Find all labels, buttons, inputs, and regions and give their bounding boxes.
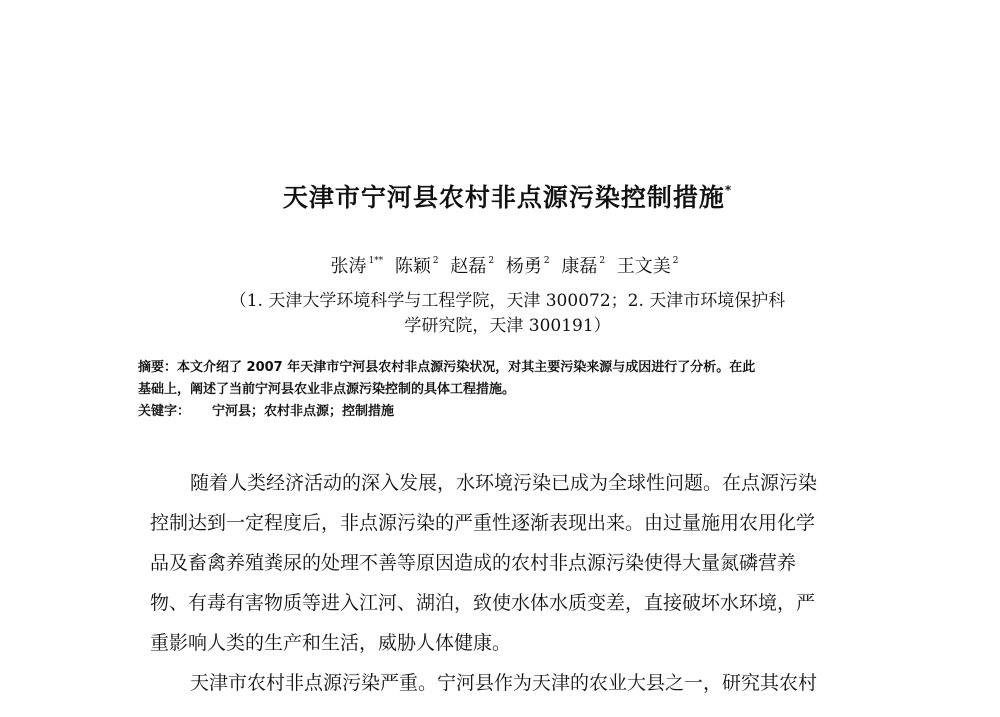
- body-line: 重影响人类的生产和生活，威胁人体健康。: [150, 632, 512, 654]
- author: [617, 252, 679, 278]
- keywords-text: 宁河县；农村非点源；控制措施: [212, 404, 395, 419]
- author-affiliation-mark: 2: [599, 256, 606, 266]
- author: [450, 252, 494, 278]
- paper-title: [150, 178, 865, 214]
- author-name: 康磊: [561, 256, 598, 277]
- body-line: 物、有毒有害物质等进入江河、湖泊，致使水体水质变差，直接破坏水环境，严: [150, 592, 816, 614]
- author-name: 张涛: [330, 256, 367, 277]
- author-name: 赵磊: [450, 256, 487, 277]
- abstract-line: 摘要：本文介绍了 2007 年天津市宁河县农村非点源污染状况，对其主要污染来源与成因进行了分析。在此: [138, 360, 756, 375]
- keywords-row: [138, 401, 868, 423]
- title-footnote-mark: *: [724, 183, 733, 197]
- author-name: 王文美: [616, 256, 671, 277]
- abstract-block: [138, 357, 868, 423]
- affiliation-line-1: （1. 天津大学环境科学与工程学院，天津 300072；2. 天津市环境保护科: [229, 291, 786, 311]
- body-line: 品及畜禽养殖粪尿的处理不善等原因造成的农村非点源污染使得大量氮磷营养: [150, 552, 797, 574]
- author-name: 陈颖: [394, 256, 431, 277]
- keywords-label: 关键字：: [138, 404, 191, 419]
- author-affiliation-mark: 2: [488, 256, 495, 266]
- author-list: [150, 252, 865, 278]
- author: [561, 252, 605, 278]
- affiliation-line-2: 学研究院，天津 300191）: [404, 316, 611, 336]
- body-line: 天津市农村非点源污染严重。宁河县作为天津的农业大县之一，研究其农村: [190, 672, 818, 694]
- body-line: 随着人类经济活动的深入发展，水环境污染已成为全球性问题。在点源污染: [190, 472, 818, 494]
- author: [395, 252, 439, 278]
- paper-title-text: 天津市宁河县农村非点源污染控制措施: [282, 183, 725, 212]
- author: [506, 252, 550, 278]
- body-line: 控制达到一定程度后，非点源污染的严重性逐渐表现出来。由过量施用农用化学: [150, 512, 816, 534]
- author-affiliation-mark: 2: [432, 256, 439, 266]
- abstract-line: 基础上，阐述了当前宁河县农业非点源污染控制的具体工程措施。: [138, 382, 516, 397]
- author-affiliation-mark: 2: [672, 256, 679, 266]
- body-text: [150, 472, 865, 712]
- author: [330, 252, 383, 278]
- author-affiliation-mark: 2: [543, 256, 550, 266]
- author-affiliation-mark: 1**: [368, 256, 384, 266]
- author-name: 杨勇: [505, 256, 542, 277]
